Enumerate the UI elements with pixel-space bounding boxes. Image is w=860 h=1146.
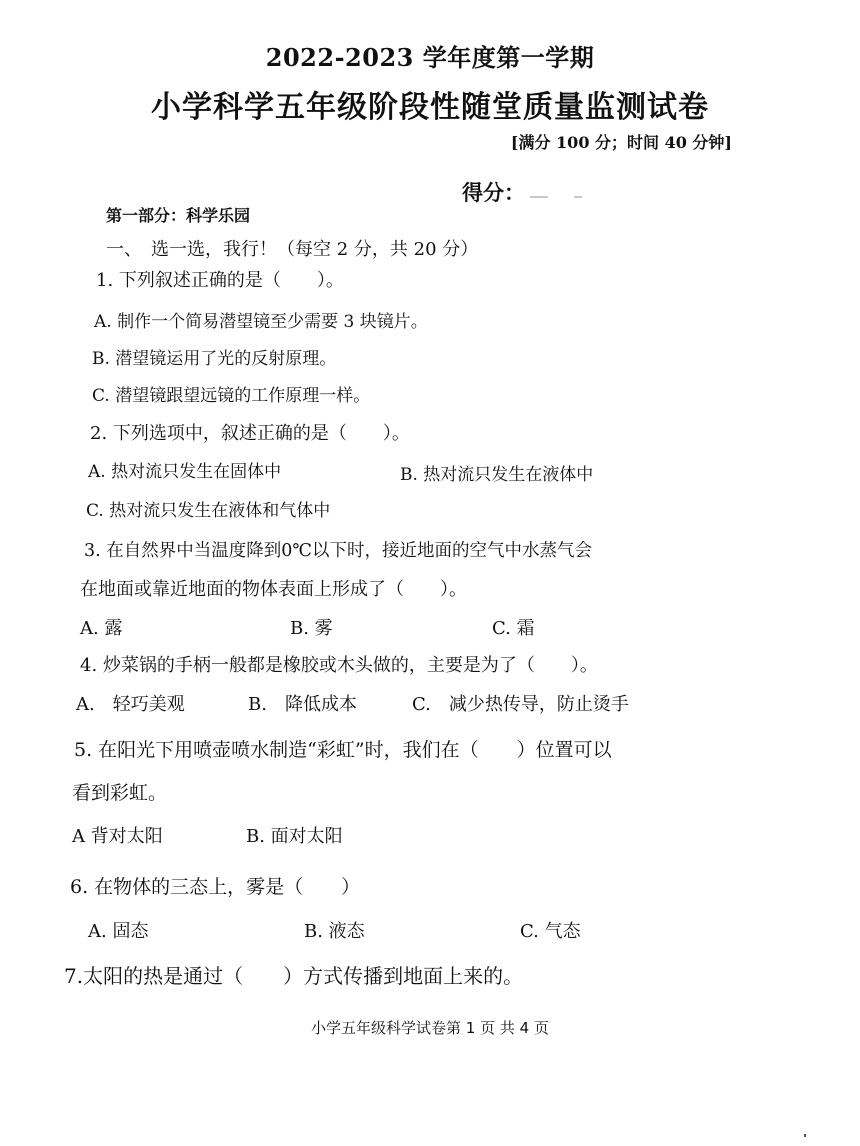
question-6-option-c: C. 气态 — [520, 921, 581, 942]
question-7-stem: 7.太阳的热是通过（ ）方式传播到地面上来的。 — [64, 964, 524, 988]
section-title: 第一部分：科学乐园 — [106, 206, 251, 225]
question-4-stem: 4. 炒菜锅的手柄一般都是橡胶或木头做的，主要是为了（ ）。 — [80, 655, 598, 676]
score-label: 得分： — [462, 180, 525, 205]
question-2-stem: 2. 下列选项中，叙述正确的是（ ）。 — [90, 423, 410, 444]
question-6-option-a: A. 固态 — [88, 921, 149, 942]
question-6-stem: 6. 在物体的三态上，雾是（ ） — [70, 876, 361, 898]
exam-title: 小学科学五年级阶段性随堂质量监测试卷 — [151, 90, 709, 125]
part-title: 一、 选一选，我行！（每空 2 分，共 20 分） — [106, 239, 479, 260]
question-2-option-b: B. 热对流只发生在液体中 — [400, 465, 594, 485]
question-5-stem-line-1: 5. 在阳光下用喷壶喷水制造“彩虹”时，我们在（ ）位置可以 — [74, 739, 612, 761]
question-5-stem-line-2: 看到彩虹。 — [72, 782, 168, 804]
question-1-option-b: B. 潜望镜运用了光的反射原理。 — [92, 349, 337, 369]
question-4-option-b: B. 降低成本 — [248, 694, 357, 715]
exam-score-info: [满分 100 分；时间 40 分钟] — [510, 133, 732, 152]
question-3-stem-line-1: 3. 在自然界中当温度降到0℃以下时，接近地面的空气中水蒸气会 — [84, 541, 592, 561]
scan-mark — [530, 196, 548, 198]
question-4-option-a: A. 轻巧美观 — [76, 694, 185, 715]
exam-year-term: 2022-2023 学年度第一学期 — [265, 43, 595, 72]
question-1-option-a: A. 制作一个简易潜望镜至少需要 3 块镜片。 — [94, 312, 428, 332]
scan-mark — [574, 196, 582, 198]
question-6-option-b: B. 液态 — [304, 921, 365, 942]
page-footer: 小学五年级科学试卷第 1 页 共 4 页 — [311, 1019, 549, 1037]
question-2-option-a: A. 热对流只发生在固体中 — [88, 462, 282, 482]
question-5-option-a: A 背对太阳 — [72, 826, 163, 847]
question-3-option-c: C. 霜 — [492, 618, 535, 639]
question-2-option-c: C. 热对流只发生在液体和气体中 — [86, 501, 331, 521]
question-3-stem-line-2: 在地面或靠近地面的物体表面上形成了（ ）。 — [80, 579, 467, 600]
question-5-option-b: B. 面对太阳 — [246, 826, 343, 847]
question-1-option-c: C. 潜望镜跟望远镜的工作原理一样。 — [92, 386, 371, 406]
question-1-stem: 1. 下列叙述正确的是（ ）。 — [96, 270, 344, 291]
question-3-option-b: B. 雾 — [290, 618, 333, 639]
question-4-option-c: C. 减少热传导，防止烫手 — [412, 694, 629, 715]
scan-mark — [804, 1134, 806, 1137]
question-3-option-a: A. 露 — [80, 618, 123, 639]
